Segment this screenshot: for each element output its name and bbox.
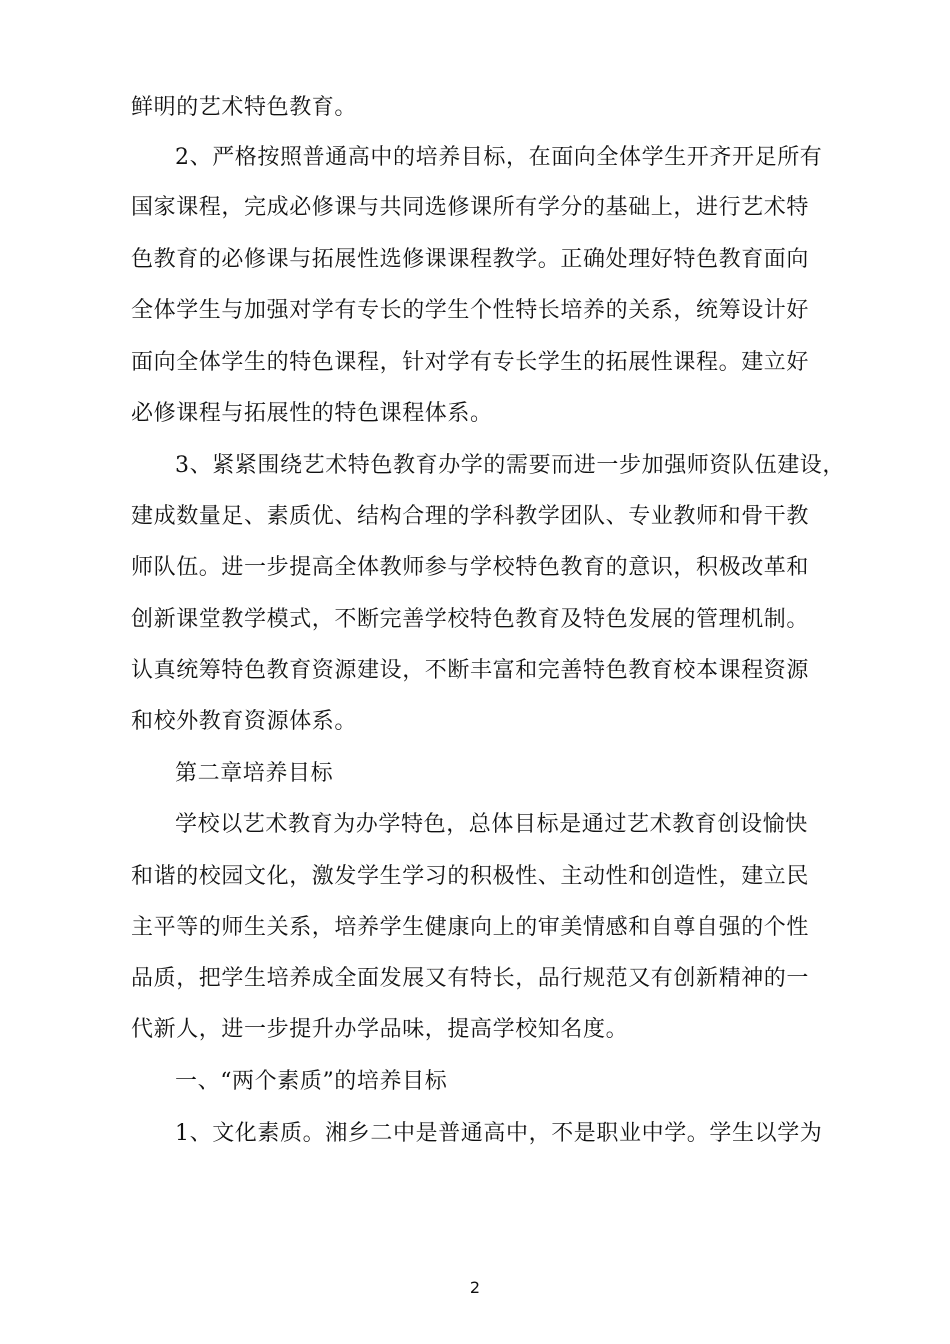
text-line: 创新课堂教学模式，不断完善学校特色教育及特色发展的管理机制。 — [131, 607, 810, 632]
text-line: 认真统筹特色教育资源建设，不断丰富和完善特色教育校本课程资源 — [131, 658, 810, 683]
section-heading: 一、“两个素质”的培养目标 — [175, 1069, 448, 1094]
text-line: 必修课程与拓展性的特色课程体系。 — [131, 401, 493, 426]
text-line: 和谐的校园文化，激发学生学习的积极性、主动性和创造性，建立民 — [131, 864, 810, 889]
text-line: 鲜明的艺术特色教育。 — [131, 95, 358, 120]
text-line: 主平等的师生关系，培养学生健康向上的审美情感和自尊自强的个性 — [131, 915, 810, 940]
text-line: 面向全体学生的特色课程，针对学有专长学生的拓展性课程。建立好 — [131, 350, 810, 375]
paragraph-start-line: 学校以艺术教育为办学特色，总体目标是通过艺术教育创设愉快 — [175, 812, 808, 837]
paragraph-start-line: 1、文化素质。湘乡二中是普通高中，不是职业中学。学生以学为 — [175, 1121, 823, 1146]
text-line: 品质，把学生培养成全面发展又有特长，品行规范又有创新精神的一 — [131, 966, 810, 991]
text-line: 和校外教育资源体系。 — [131, 709, 358, 734]
text-line: 师队伍。进一步提高全体教师参与学校特色教育的意识，积极改革和 — [131, 555, 810, 580]
paragraph-start-line: 2、严格按照普通高中的培养目标，在面向全体学生开齐开足所有 — [175, 145, 823, 170]
chapter-heading: 第二章培养目标 — [175, 761, 334, 786]
text-line: 色教育的必修课与拓展性选修课课程教学。正确处理好特色教育面向 — [131, 247, 810, 272]
text-line: 代新人，进一步提升办学品味，提高学校知名度。 — [131, 1017, 629, 1042]
paragraph-start-line: 3、紧紧围绕艺术特色教育办学的需要而进一步加强师资队伍建设， — [175, 453, 845, 478]
text-line: 国家课程，完成必修课与共同选修课所有学分的基础上，进行艺术特 — [131, 195, 810, 220]
text-line: 全体学生与加强对学有专长的学生个性特长培养的关系，统筹设计好 — [131, 298, 810, 323]
page-number: 2 — [469, 1278, 481, 1297]
text-line: 建成数量足、素质优、结构合理的学科教学团队、专业教师和骨干教 — [131, 504, 810, 529]
